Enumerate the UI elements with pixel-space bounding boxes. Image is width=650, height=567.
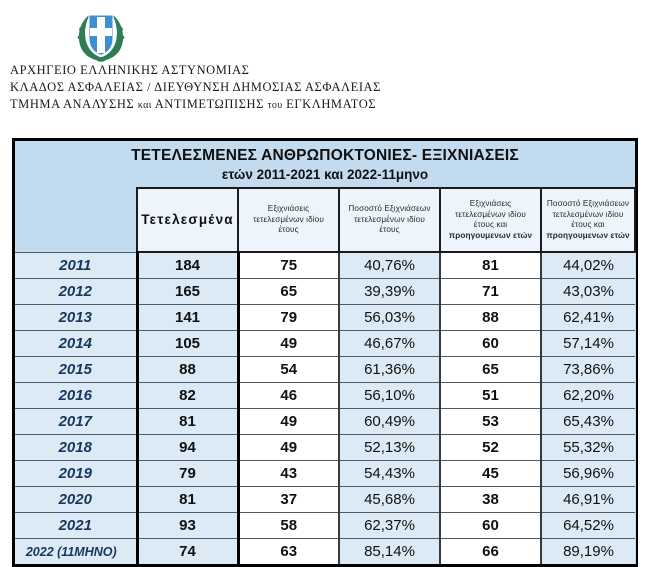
org-line-2: ΚΛΑΔΟΣ ΑΣΦΑΛΕΙΑΣ / ΔΙΕΥΘΥΝΣΗ ΔΗΜΟΣΙΑΣ ΑΣΦΑΛΕΙΑΣ xyxy=(10,80,381,94)
row-solved-same: 75 xyxy=(238,252,339,279)
org-line-1: ΑΡΧΗΓΕΙΟ ΕΛΛΗΝΙΚΗΣ ΑΣΤΥΝΟΜΙΑΣ xyxy=(10,63,250,77)
row-pct-same: 85,14% xyxy=(339,539,440,565)
row-solved-same: 65 xyxy=(238,279,339,305)
row-pct-all: 43,03% xyxy=(541,279,635,305)
row-pct-same: 40,76% xyxy=(339,252,440,279)
row-total: 141 xyxy=(137,305,238,331)
row-total: 88 xyxy=(137,357,238,383)
row-solved-all: 45 xyxy=(440,461,541,487)
greek-coat-of-arms-emblem xyxy=(76,11,126,63)
row-solved-same: 46 xyxy=(238,383,339,409)
row-solved-same: 79 xyxy=(238,305,339,331)
row-solved-all: 88 xyxy=(440,305,541,331)
column-header-blank xyxy=(15,188,137,252)
table-row xyxy=(15,383,635,409)
row-year: 2016 xyxy=(15,383,137,409)
table-row xyxy=(15,513,635,539)
column-header-pct-incl-prev-line-1: Ποσοστό Εξιχνιάσεων xyxy=(546,199,630,208)
row-solved-all: 66 xyxy=(440,539,541,565)
row-total: 105 xyxy=(137,331,238,357)
row-pct-all: 65,43% xyxy=(541,409,635,435)
row-solved-same: 58 xyxy=(238,513,339,539)
row-solved-same: 49 xyxy=(238,409,339,435)
column-header-solved-incl-prev-line-4: προηγουμενων ετών xyxy=(448,230,533,240)
column-header-pct-same-year-line-1: Ποσοστό Εξιχνιάσεων xyxy=(348,204,431,214)
row-pct-all: 73,86% xyxy=(541,357,635,383)
row-solved-same: 43 xyxy=(238,461,339,487)
column-header-total-label: Τετελεσμένα xyxy=(141,212,234,227)
table-row xyxy=(15,435,635,461)
row-solved-all: 65 xyxy=(440,357,541,383)
row-pct-all: 64,52% xyxy=(541,513,635,539)
row-total: 165 xyxy=(137,279,238,305)
row-pct-same: 62,37% xyxy=(339,513,440,539)
row-pct-same: 56,10% xyxy=(339,383,440,409)
row-solved-all: 53 xyxy=(440,409,541,435)
column-header-pct-same-year xyxy=(339,188,440,252)
row-solved-same: 49 xyxy=(238,331,339,357)
row-pct-same: 60,49% xyxy=(339,409,440,435)
row-total: 81 xyxy=(137,487,238,513)
row-solved-all: 60 xyxy=(440,513,541,539)
table-row xyxy=(15,357,635,383)
row-total: 74 xyxy=(137,539,238,565)
column-header-solved-same-year xyxy=(238,188,339,252)
row-solved-same: 63 xyxy=(238,539,339,565)
column-header-pct-incl-prev-line-4: προηγουμενων ετών xyxy=(546,230,630,240)
row-year: 2019 xyxy=(15,461,137,487)
row-year: 2011 xyxy=(15,252,137,279)
table-row xyxy=(15,331,635,357)
row-year: 2020 xyxy=(15,487,137,513)
column-header-solved-incl-prev-line-2: τετελεσμένων ιδίου xyxy=(455,209,526,219)
row-year: 2021 xyxy=(15,513,137,539)
org-line-3-part-e: ΕΓΚΛΗΜΑΤΟΣ xyxy=(286,97,377,111)
column-header-solved-incl-prev xyxy=(440,188,541,252)
column-header-pct-same-year-line-2: τετελεσμένων ιδίου xyxy=(354,214,425,224)
table-row xyxy=(15,487,635,513)
row-solved-all: 71 xyxy=(440,279,541,305)
table-title-bar xyxy=(15,141,635,187)
table-row xyxy=(15,279,635,305)
row-total: 81 xyxy=(137,409,238,435)
table-row xyxy=(15,461,635,487)
row-year: 2014 xyxy=(15,331,137,357)
row-total: 94 xyxy=(137,435,238,461)
homicides-statistics-table xyxy=(15,187,636,564)
row-year: 2018 xyxy=(15,435,137,461)
table-title-main: ΤΕΤΕΛΕΣΜΕΝΕΣ ΑΝΘΡΩΠΟΚΤΟΝΙΕΣ- ΕΞΙΧΝΙΑΣΕΙΣ xyxy=(131,147,519,164)
table-row xyxy=(15,305,635,331)
org-line-3-part-c: ΑΝΤΙΜΕΤΩΠΙΣΗΣ xyxy=(154,97,264,111)
row-pct-all: 44,02% xyxy=(541,252,635,279)
row-pct-all: 55,32% xyxy=(541,435,635,461)
row-solved-all: 38 xyxy=(440,487,541,513)
row-solved-all: 60 xyxy=(440,331,541,357)
column-header-total xyxy=(137,188,238,252)
row-pct-same: 46,67% xyxy=(339,331,440,357)
row-solved-same: 49 xyxy=(238,435,339,461)
organization-lines xyxy=(10,62,640,114)
table-header xyxy=(15,188,635,252)
table-body xyxy=(15,252,635,564)
row-year: 2022 (11ΜΗΝΟ) xyxy=(15,539,137,565)
column-header-pct-same-year-line-3: έτους xyxy=(379,225,400,235)
table-header-row xyxy=(15,188,635,252)
row-pct-all: 57,14% xyxy=(541,331,635,357)
org-line-3-part-b: και xyxy=(137,100,152,111)
column-header-solved-same-year-line-3: έτους xyxy=(278,225,299,235)
row-pct-all: 56,96% xyxy=(541,461,635,487)
org-line-3-part-a: ΤΜΗΜΑ ΑΝΑΛΥΣΗΣ xyxy=(10,97,135,111)
row-solved-same: 54 xyxy=(238,357,339,383)
org-line-3-part-d: του xyxy=(267,100,283,111)
row-total: 82 xyxy=(137,383,238,409)
column-header-solved-incl-prev-line-1: Εξιχνιάσεις xyxy=(469,199,512,208)
row-total: 184 xyxy=(137,252,238,279)
row-solved-all: 52 xyxy=(440,435,541,461)
table-title-subtitle: ετών 2011-2021 και 2022-11μηνο xyxy=(221,167,429,182)
row-pct-all: 89,19% xyxy=(541,539,635,565)
row-solved-all: 51 xyxy=(440,383,541,409)
column-header-pct-incl-prev xyxy=(541,188,635,252)
row-pct-all: 62,41% xyxy=(541,305,635,331)
row-pct-same: 61,36% xyxy=(339,357,440,383)
row-solved-all: 81 xyxy=(440,252,541,279)
org-line-3 xyxy=(10,96,640,114)
row-year: 2015 xyxy=(15,357,137,383)
row-pct-same: 39,39% xyxy=(339,279,440,305)
row-year: 2017 xyxy=(15,409,137,435)
row-year: 2013 xyxy=(15,305,137,331)
row-pct-same: 56,03% xyxy=(339,305,440,331)
row-year: 2012 xyxy=(15,279,137,305)
column-header-pct-incl-prev-line-2: τετελεσμένων ιδίου xyxy=(552,209,624,219)
column-header-solved-incl-prev-line-3: έτους και xyxy=(473,220,508,229)
row-pct-same: 52,13% xyxy=(339,435,440,461)
table-row xyxy=(15,539,635,565)
column-header-solved-same-year-line-2: τετελεσμένων ιδίου xyxy=(253,214,324,224)
column-header-pct-incl-prev-line-3: έτους και xyxy=(571,220,605,229)
table-row xyxy=(15,252,635,279)
row-total: 79 xyxy=(137,461,238,487)
column-header-solved-same-year-line-1: Εξιχνιάσεις xyxy=(267,204,310,214)
row-pct-all: 62,20% xyxy=(541,383,635,409)
row-pct-same: 45,68% xyxy=(339,487,440,513)
row-pct-same: 54,43% xyxy=(339,461,440,487)
letterhead xyxy=(0,0,650,132)
row-total: 93 xyxy=(137,513,238,539)
row-pct-all: 46,91% xyxy=(541,487,635,513)
table-row xyxy=(15,409,635,435)
row-solved-same: 37 xyxy=(238,487,339,513)
statistics-table-container xyxy=(12,138,638,567)
